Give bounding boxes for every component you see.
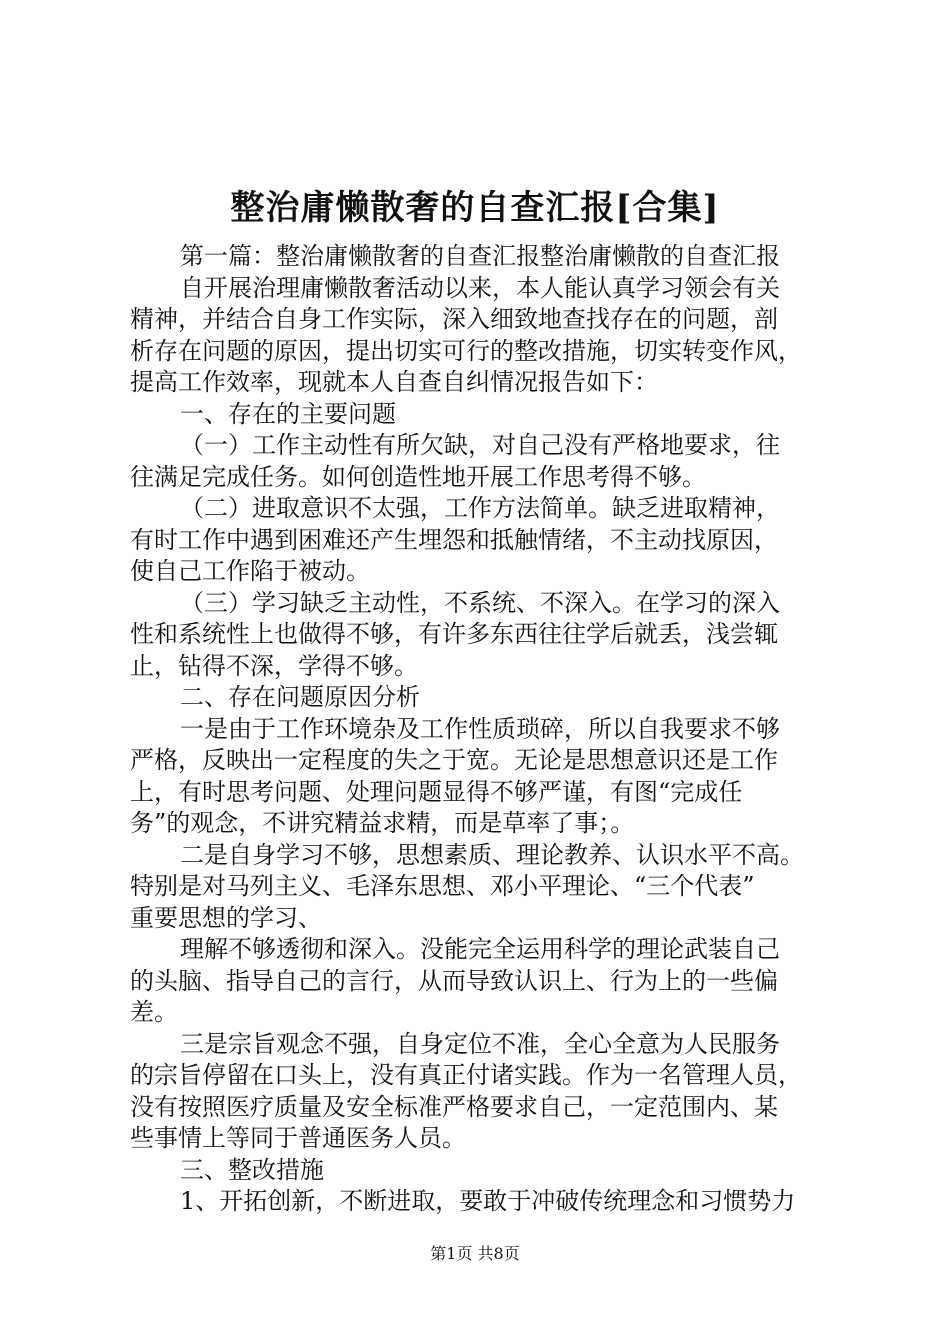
text-line: 的头脑、指导自己的言行，从而导致认识上、行为上的一些偏 [130, 966, 778, 995]
text-line: 止，钻得不深，学得不够。 [130, 651, 418, 680]
section-heading: 一、存在的主要问题 [180, 399, 396, 428]
text-line: 理解不够透彻和深入。没能完全运用科学的理论武装自己 [180, 935, 780, 963]
text-line: 没有按照医疗质量及安全标准严格要求自己，一定范围内、某 [130, 1092, 778, 1121]
text-line: 提高工作效率，现就本人自查自纠情况报告如下： [130, 368, 658, 396]
text-line: 特别是对马列主义、毛泽东思想、邓小平理论、“三个代表” [130, 872, 755, 900]
text-line: （一）工作主动性有所欠缺，对自己没有严格地要求，往 [180, 431, 780, 459]
text-line: 精神，并结合自身工作实际，深入细致地查找存在的问题，剖 [130, 305, 778, 333]
text-line: 性和系统性上也做得不够，有许多东西往往学后就丢，浅尝辄 [130, 620, 778, 648]
text-line: 使自己工作陷于被动。 [130, 557, 370, 585]
text-line: 自开展治理庸懒散奢活动以来，本人能认真学习领会有关 [180, 273, 780, 302]
document-body [130, 241, 842, 1218]
text-line: （三）学习缺乏主动性，不系统、不深入。在学习的深入 [180, 588, 780, 617]
text-line: 往满足完成任务。如何创造性地开展工作思考得不够。 [130, 462, 706, 491]
text-line: 务”的观念，不讲究精益求精，而是草率了事；。 [130, 809, 635, 837]
page-footer: 第1页 共8页 [430, 1244, 520, 1263]
text-line: 差。 [130, 998, 178, 1026]
section-heading: 三、整改措施 [180, 1155, 324, 1184]
text-line: 重要思想的学习、 [130, 903, 322, 932]
text-line: 些事情上等同于普通医务人员。 [130, 1124, 466, 1152]
text-line: 三是宗旨观念不强，自身定位不准，全心全意为人民服务 [180, 1029, 780, 1058]
document-title: 整治庸懒散奢的自查汇报[合集] [230, 188, 720, 228]
text-line: 有时工作中遇到困难还产生埋怨和抵触情绪，不主动找原因， [130, 525, 778, 554]
text-line: （二）进取意识不太强，工作方法简单。缺乏进取精神， [180, 494, 780, 522]
text-line: 严格，反映出一定程度的失之于宽。无论是思想意识还是工作 [130, 746, 778, 774]
text-line: 1、开拓创新，不断进取，要敢于冲破传统理念和习惯势力 [180, 1187, 796, 1215]
text-line: 第一篇：整治庸懒散奢的自查汇报整治庸懒散的自查汇报 [180, 242, 780, 270]
text-line: 的宗旨停留在口头上，没有真正付诸实践。作为一名管理人员， [130, 1061, 802, 1089]
text-line: 上，有时思考问题、处理问题显得不够严谨，有图“完成任 [130, 777, 743, 806]
text-line: 析存在问题的原因，提出切实可行的整改措施，切实转变作风， [130, 336, 802, 365]
text-line: 一是由于工作环境杂及工作性质琐碎，所以自我要求不够 [180, 714, 780, 743]
text-line: 二是自身学习不够，思想素质、理论教养、认识水平不高。 [180, 840, 804, 869]
section-heading: 二、存在问题原因分析 [180, 683, 420, 711]
